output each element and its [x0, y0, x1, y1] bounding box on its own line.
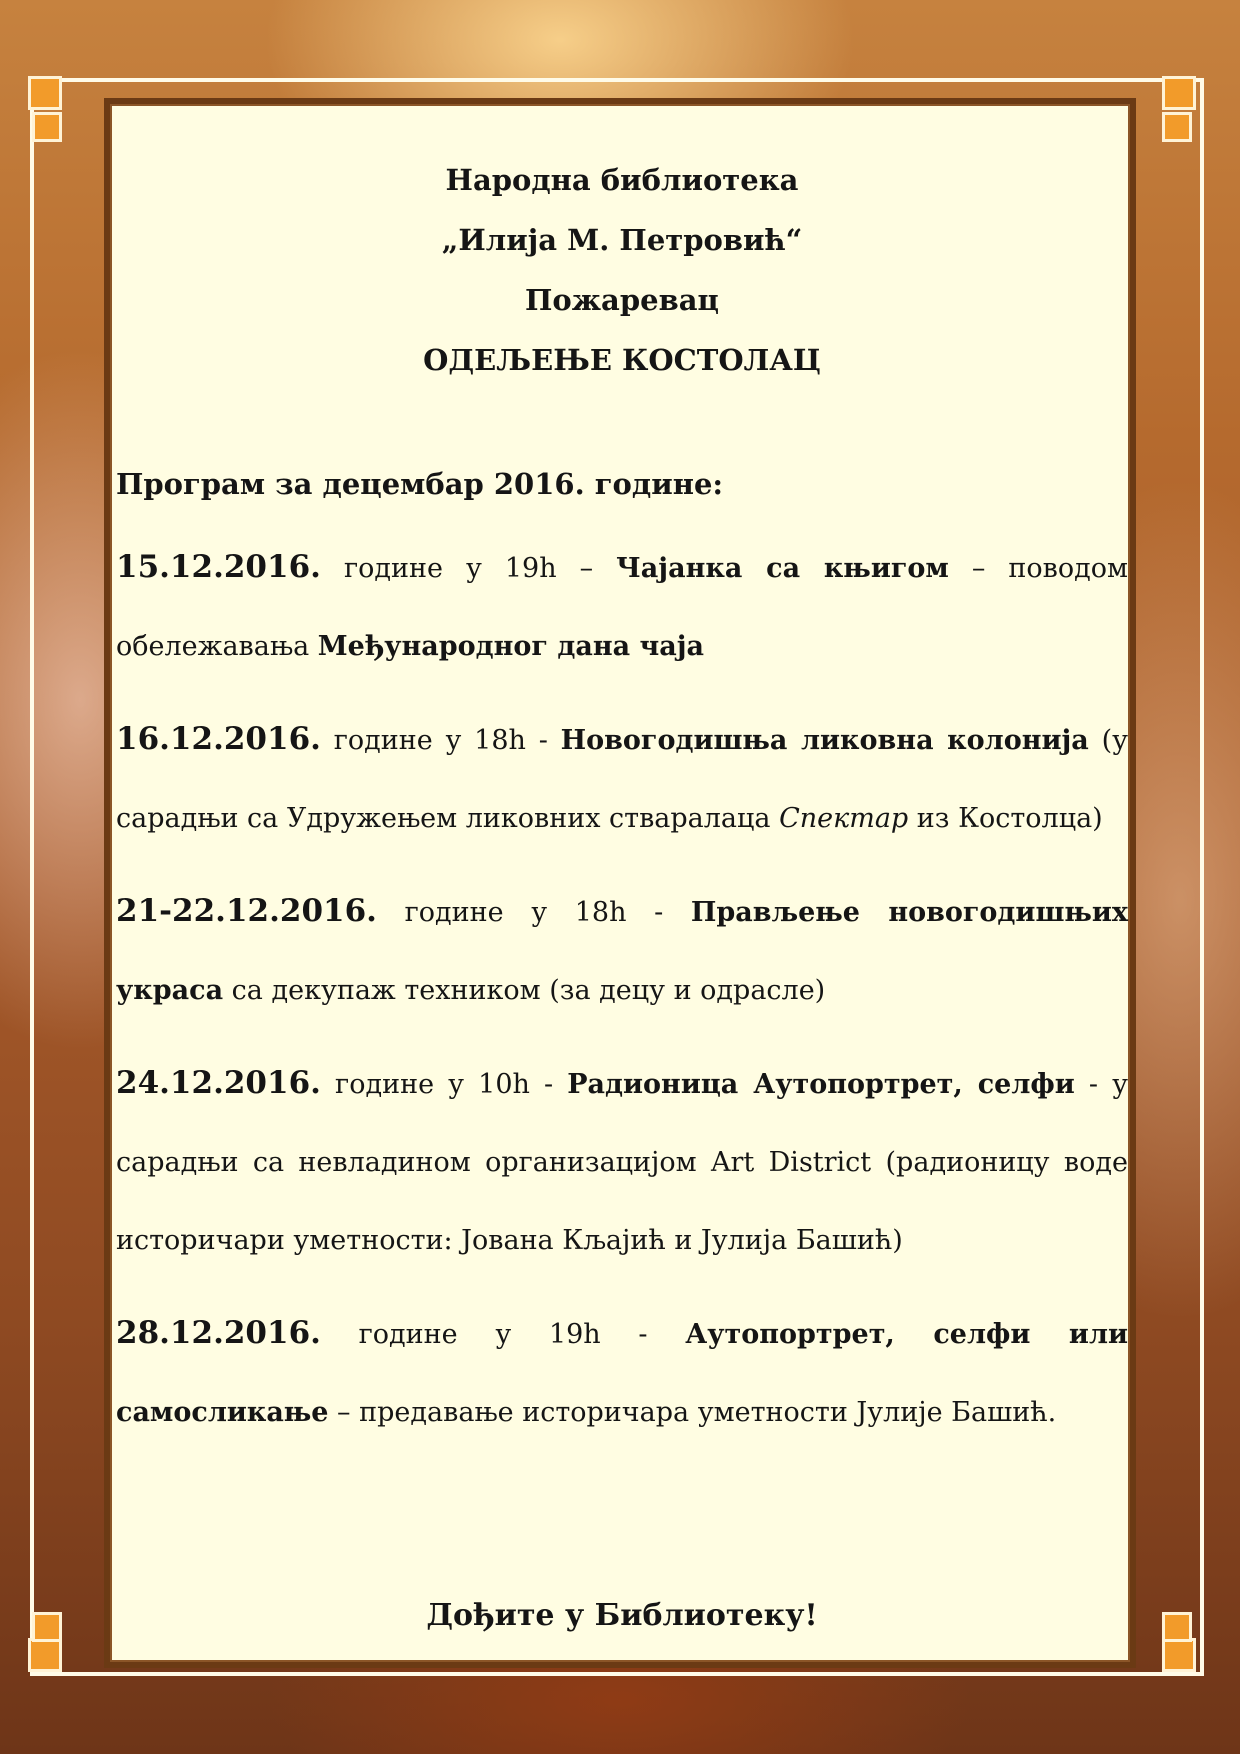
event-description: са декупаж техником (за децу и одрасле): [223, 975, 826, 1006]
library-city: Пожаревац: [525, 283, 719, 317]
event-item: [116, 872, 1128, 1030]
event-date: 28.12.2016.: [116, 1315, 321, 1351]
event-description: - у сарадњи са невладином организацијом Art District (радионицу воде историчари уметности: Јована Кљајић и Јулија Башић): [116, 1069, 1128, 1256]
event-time: године у 10h -: [320, 1069, 568, 1100]
flyer-content: [116, 150, 1128, 1452]
library-header: [116, 150, 1128, 390]
event-date: 24.12.2016.: [116, 1065, 321, 1101]
event-title: Новогодишња ликовна колонија: [560, 725, 1089, 756]
corner-ornament-bottom-left: [28, 1612, 88, 1672]
event-title: Радионица Аутопортрет, селфи: [567, 1069, 1075, 1100]
program-title: Програм за децембар 2016. године:: [116, 467, 724, 501]
event-time: године у 18h -: [376, 897, 691, 928]
corner-ornament-bottom-right: [1136, 1612, 1196, 1672]
corner-ornament-top-right: [1136, 76, 1196, 136]
event-time: године у 18h -: [320, 725, 561, 756]
event-description: (у сарадњи са Удружењем ликовних стваралаца: [116, 725, 1128, 834]
event-date: 21-22.12.2016.: [116, 893, 377, 929]
event-title: Прављење новогодишњих украса: [116, 897, 1128, 1006]
event-time: године у 19h -: [320, 1319, 686, 1350]
library-name: Народна библиотека: [445, 163, 799, 197]
event-item: [116, 700, 1128, 858]
event-item: [116, 1044, 1128, 1280]
event-title-secondary: Међународног дана чаја: [317, 631, 705, 662]
event-description: – поводом обележавања: [116, 553, 1128, 662]
footer-invitation: Дођите у Библиотеку!: [426, 1598, 818, 1633]
event-description-end: из Костолца): [908, 803, 1103, 834]
event-item: [116, 1294, 1128, 1452]
partner-name: Спектар: [779, 803, 909, 834]
event-time: године у 19h –: [320, 553, 617, 584]
corner-ornament-top-left: [28, 76, 88, 136]
event-title: Чајанка са књигом: [616, 553, 949, 584]
event-date: 15.12.2016.: [116, 549, 321, 585]
library-patron-name: „Илија М. Петровић“: [441, 223, 803, 257]
event-description: – предавање историчара уметности Јулије Башић.: [328, 1397, 1057, 1428]
event-date: 16.12.2016.: [116, 721, 321, 757]
event-item: [116, 528, 1128, 686]
department-name: ОДЕЉЕЊЕ КОСТОЛАЦ: [423, 343, 821, 377]
event-title: Аутопортрет, селфи или самосликање: [116, 1319, 1129, 1428]
